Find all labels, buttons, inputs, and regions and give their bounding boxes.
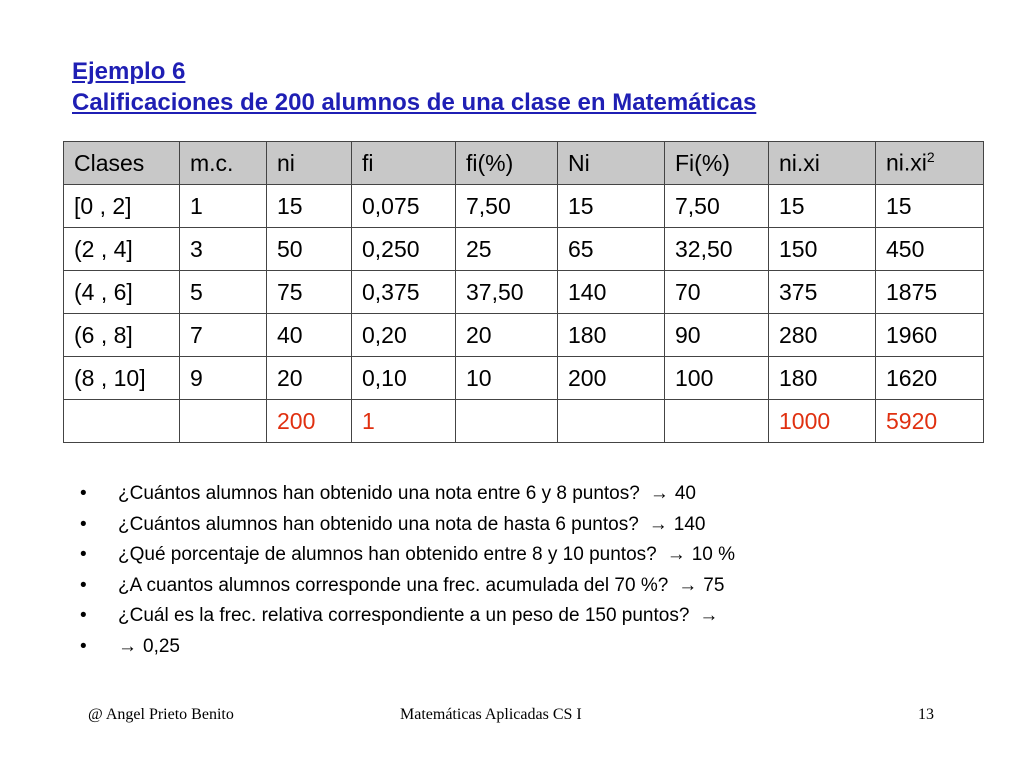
header-superscript: 2 [926, 149, 935, 166]
table-cell: (8 , 10] [64, 357, 180, 400]
footer-course: Matemáticas Aplicadas CS I [400, 706, 582, 723]
table-cell: 180 [769, 357, 876, 400]
total-cell: 1 [352, 400, 456, 443]
table-cell: (4 , 6] [64, 271, 180, 314]
question-item [80, 601, 735, 632]
table-cell: [0 , 2] [64, 185, 180, 228]
question-item [80, 632, 735, 663]
table-cell: 200 [558, 357, 665, 400]
table-cell: 32,50 [665, 228, 769, 271]
question-item [80, 571, 735, 602]
table-cell: 15 [267, 185, 352, 228]
table-row [64, 271, 984, 314]
slide-title [72, 56, 756, 118]
question-text: ¿Cuántos alumnos han obtenido una nota de hasta 6 puntos? [118, 513, 639, 535]
header-fi: fi [352, 142, 456, 185]
table-cell: 65 [558, 228, 665, 271]
totals-row [64, 400, 984, 443]
question-item [80, 510, 735, 541]
table-header-row [64, 142, 984, 185]
table-cell: 75 [267, 271, 352, 314]
table-cell: 7 [180, 314, 267, 357]
question-text: ¿A cuantos alumnos corresponde una frec. acumulada del 70 %? [118, 574, 669, 596]
table-cell: 180 [558, 314, 665, 357]
table-row [64, 228, 984, 271]
table-cell: 70 [665, 271, 769, 314]
table-row [64, 185, 984, 228]
table-cell: 90 [665, 314, 769, 357]
table-cell: 25 [456, 228, 558, 271]
table-cell: 50 [267, 228, 352, 271]
header-Fi-pct: Fi(%) [665, 142, 769, 185]
frequency-table [63, 141, 984, 443]
table-cell: 9 [180, 357, 267, 400]
footer-page-number: 13 [918, 706, 934, 723]
right-arrow-icon: → [649, 483, 669, 504]
question-answer: 0,25 [143, 635, 180, 657]
question-answer: 10 % [691, 544, 736, 565]
right-arrow-icon: → [699, 605, 719, 626]
table-cell: 3 [180, 228, 267, 271]
title-line-1: Ejemplo 6 [72, 58, 186, 85]
table-cell: 1 [180, 185, 267, 228]
question-text: ¿Qué porcentaje de alumnos han obtenido entre 8 y 10 puntos? [118, 544, 657, 565]
table-cell: 5 [180, 271, 267, 314]
header-mc: m.c. [180, 142, 267, 185]
table-cell: (2 , 4] [64, 228, 180, 271]
table-cell: 7,50 [665, 185, 769, 228]
question-text: ¿Cuántos alumnos han obtenido una nota entre 6 y 8 puntos? [118, 483, 640, 504]
title-line-2: Calificaciones de 200 alumnos de una clase en Matemáticas [72, 89, 757, 116]
table-cell: 15 [876, 185, 984, 228]
header-clases: Clases [64, 142, 180, 185]
total-cell: 5920 [876, 400, 984, 443]
right-arrow-icon: → [678, 574, 698, 596]
question-answer: 75 [703, 574, 725, 596]
header-nixi: ni.xi [769, 142, 876, 185]
question-text: ¿Cuál es la frec. relativa correspondiente a un peso de 150 puntos? [118, 605, 690, 626]
question-answer: 140 [673, 513, 706, 535]
table-cell: 450 [876, 228, 984, 271]
table-cell: 20 [456, 314, 558, 357]
table-cell: 0,250 [352, 228, 456, 271]
question-item [80, 479, 735, 510]
right-arrow-icon: → [648, 513, 668, 535]
question-answer: 40 [674, 483, 696, 504]
header-nixi2-label: ni.xi [886, 149, 927, 176]
table-cell: 0,20 [352, 314, 456, 357]
table-cell: 100 [665, 357, 769, 400]
question-list [80, 479, 735, 662]
right-arrow-icon: → [118, 635, 137, 657]
table-cell: 15 [769, 185, 876, 228]
total-cell [180, 400, 267, 443]
total-cell: 200 [267, 400, 352, 443]
table-cell: 37,50 [456, 271, 558, 314]
question-item [80, 540, 735, 571]
total-cell [456, 400, 558, 443]
table-cell: 280 [769, 314, 876, 357]
table-cell: 40 [267, 314, 352, 357]
table-cell: 375 [769, 271, 876, 314]
header-fi-pct: fi(%) [456, 142, 558, 185]
header-nixi2 [876, 142, 984, 185]
header-Ni: Ni [558, 142, 665, 185]
table-cell: 10 [456, 357, 558, 400]
table-cell: 0,10 [352, 357, 456, 400]
table-row [64, 314, 984, 357]
table-cell: 7,50 [456, 185, 558, 228]
total-cell [665, 400, 769, 443]
table-cell: 20 [267, 357, 352, 400]
total-cell [558, 400, 665, 443]
table-cell: 140 [558, 271, 665, 314]
table-cell: 1875 [876, 271, 984, 314]
table-cell: 1960 [876, 314, 984, 357]
total-cell: 1000 [769, 400, 876, 443]
table-row [64, 357, 984, 400]
table-cell: 150 [769, 228, 876, 271]
table-cell: (6 , 8] [64, 314, 180, 357]
footer-author: @ Angel Prieto Benito [88, 706, 234, 723]
table-cell: 1620 [876, 357, 984, 400]
table-cell: 0,375 [352, 271, 456, 314]
header-ni: ni [267, 142, 352, 185]
total-cell [64, 400, 180, 443]
table-cell: 15 [558, 185, 665, 228]
table-cell: 0,075 [352, 185, 456, 228]
right-arrow-icon: → [666, 544, 686, 565]
